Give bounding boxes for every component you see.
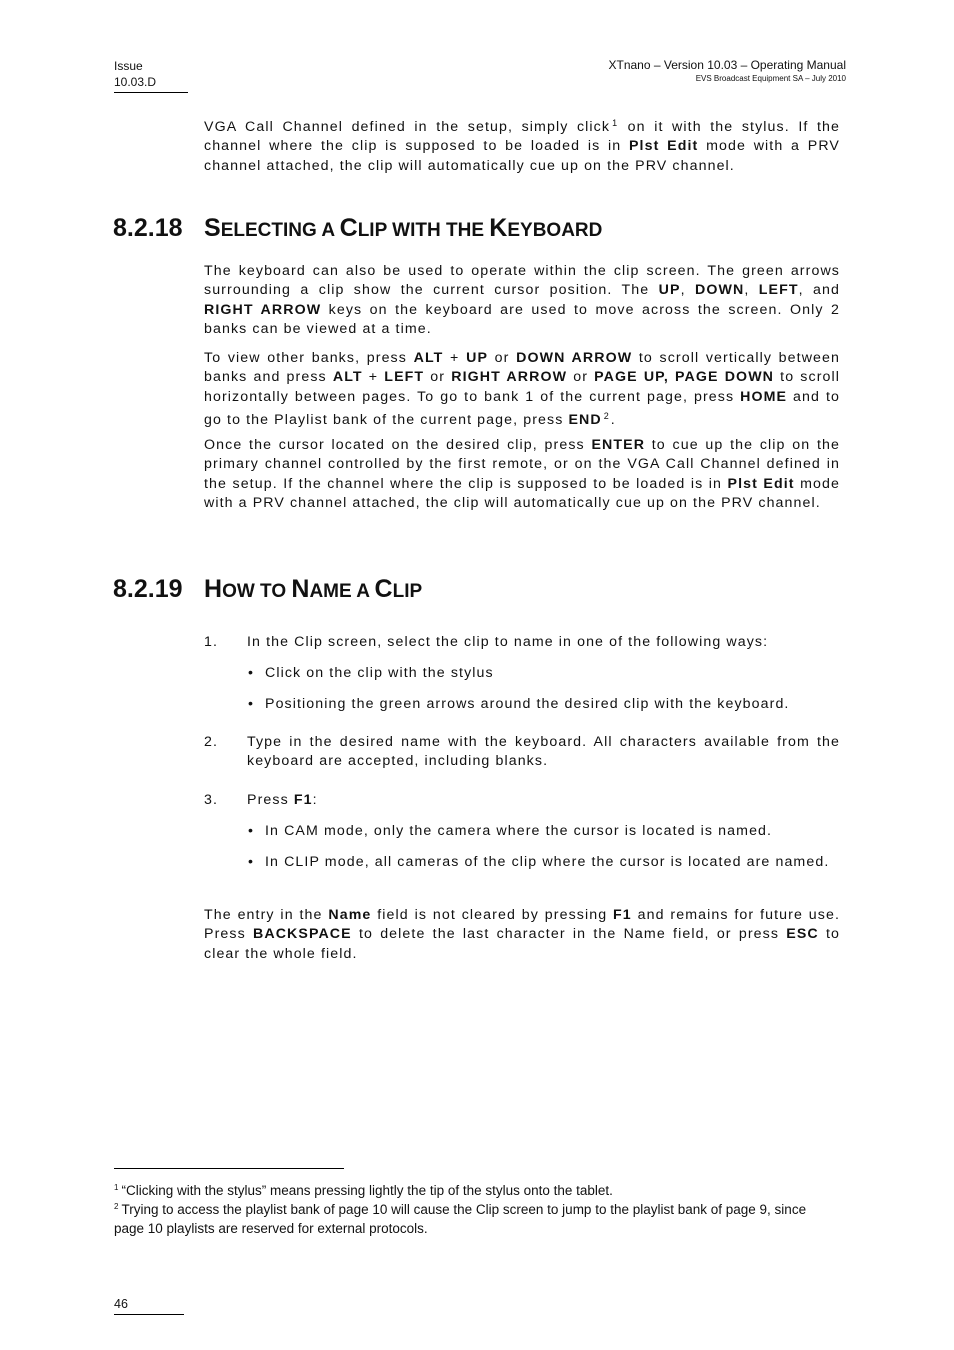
section-number: 8.2.19 bbox=[113, 575, 183, 603]
header-issue bbox=[114, 58, 188, 93]
section-number: 8.2.18 bbox=[113, 214, 183, 242]
footnote-ref-1[interactable]: 1 bbox=[612, 118, 618, 128]
step-number: 1. bbox=[204, 634, 219, 650]
step-number: 3. bbox=[204, 792, 219, 808]
document-title: XTnano – Version 10.03 – Operating Manual bbox=[608, 58, 846, 72]
name-field-paragraph: The entry in the Name field is not cleared by pressing F1 and remains for future use. Press BACKSPACE to delete the last character in the Name field, or press ESC to clear the whole field. bbox=[204, 907, 841, 962]
list-item: • In CAM mode, only the camera where the cursor is located is named. bbox=[248, 822, 840, 841]
intro-paragraph: VGA Call Channel defined in the setup, simply click $^1$ on it with the stylus. If the channel where the clip is supposed to be loaded is in Plst Edit mode with a PRV channel attached, the clip will automatically cue up on the PRV channel. bbox=[204, 118, 840, 174]
list-item: • Positioning the green arrows around the desired clip with the keyboard. bbox=[248, 695, 840, 714]
keyboard-paragraph-2: To view other banks, press ALT + UP or DOWN ARROW to scroll vertically between banks and press ALT + LEFT or RIGHT ARROW or PAGE UP, PAGE DOWN to scroll horizontally between pages. To go to bank 1 of the current page, press HOME and to go to the Playlist bank of the current page, press END $^2$ . bbox=[204, 350, 841, 428]
step-3 bbox=[204, 791, 840, 810]
step-1 bbox=[204, 633, 840, 652]
keyboard-paragraph-3: Once the cursor located on the desired clip, press ENTER to cue up the clip on the primary channel controlled by the first remote, or on the VGA Call Channel defined in the setup. If the channel where the clip is supposed to be loaded is in Plst Edit mode with a PRV channel attached, the clip will automatically cue up on the PRV channel. bbox=[204, 437, 840, 511]
bullet-icon: • bbox=[248, 696, 255, 712]
step-text: Type in the desired name with the keyboard. All characters available from the keyboard are accepted, including blanks. bbox=[247, 734, 840, 770]
footnote-1: $^1$ “Clicking with the stylus” means pressing lightly the tip of the stylus onto the tablet. bbox=[114, 1183, 613, 1198]
issue-value: 10.03.D bbox=[114, 75, 157, 89]
keyboard-paragraph-1: The keyboard can also be used to operate within the clip screen. The green arrows surrounding a clip show the current cursor position. The UP, DOWN, LEFT, and RIGHT ARROW keys on the keyboard are used to move across the screen. Only 2 banks can be viewed at a time. bbox=[204, 263, 841, 337]
header-document-title bbox=[609, 58, 847, 84]
bullet-icon: • bbox=[248, 854, 255, 870]
section-heading-8-2-19: 8.2.19 HOW TO NAME A CLIP bbox=[113, 575, 423, 603]
list-item: • In CLIP mode, all cameras of the clip where the cursor is located are named. bbox=[248, 853, 840, 872]
list-item: • Click on the clip with the stylus bbox=[248, 664, 840, 683]
step-2 bbox=[204, 733, 840, 772]
page-number: 46 bbox=[114, 1296, 184, 1315]
footnote-ref-2[interactable]: 2 bbox=[603, 410, 609, 421]
bullet-icon: • bbox=[248, 823, 255, 839]
step-text: Press F1: bbox=[247, 792, 318, 808]
footnote-2: $^2$ Trying to access the playlist bank of page 10 will cause the Clip screen to jump to the playlist bank of page 9, since page 10 playlists are reserved for external protocols. bbox=[114, 1202, 807, 1236]
step-number: 2. bbox=[204, 734, 219, 750]
section-heading-8-2-18: 8.2.18 SELECTING A CLIP WITH THE KEYBOARD bbox=[113, 214, 603, 242]
bullet-icon: • bbox=[248, 665, 255, 681]
footnote-divider bbox=[114, 1168, 344, 1169]
document-subtitle: EVS Broadcast Equipment SA – July 2010 bbox=[695, 74, 846, 83]
step-text: In the Clip screen, select the clip to name in one of the following ways: bbox=[247, 634, 769, 650]
issue-label: Issue bbox=[114, 59, 143, 73]
